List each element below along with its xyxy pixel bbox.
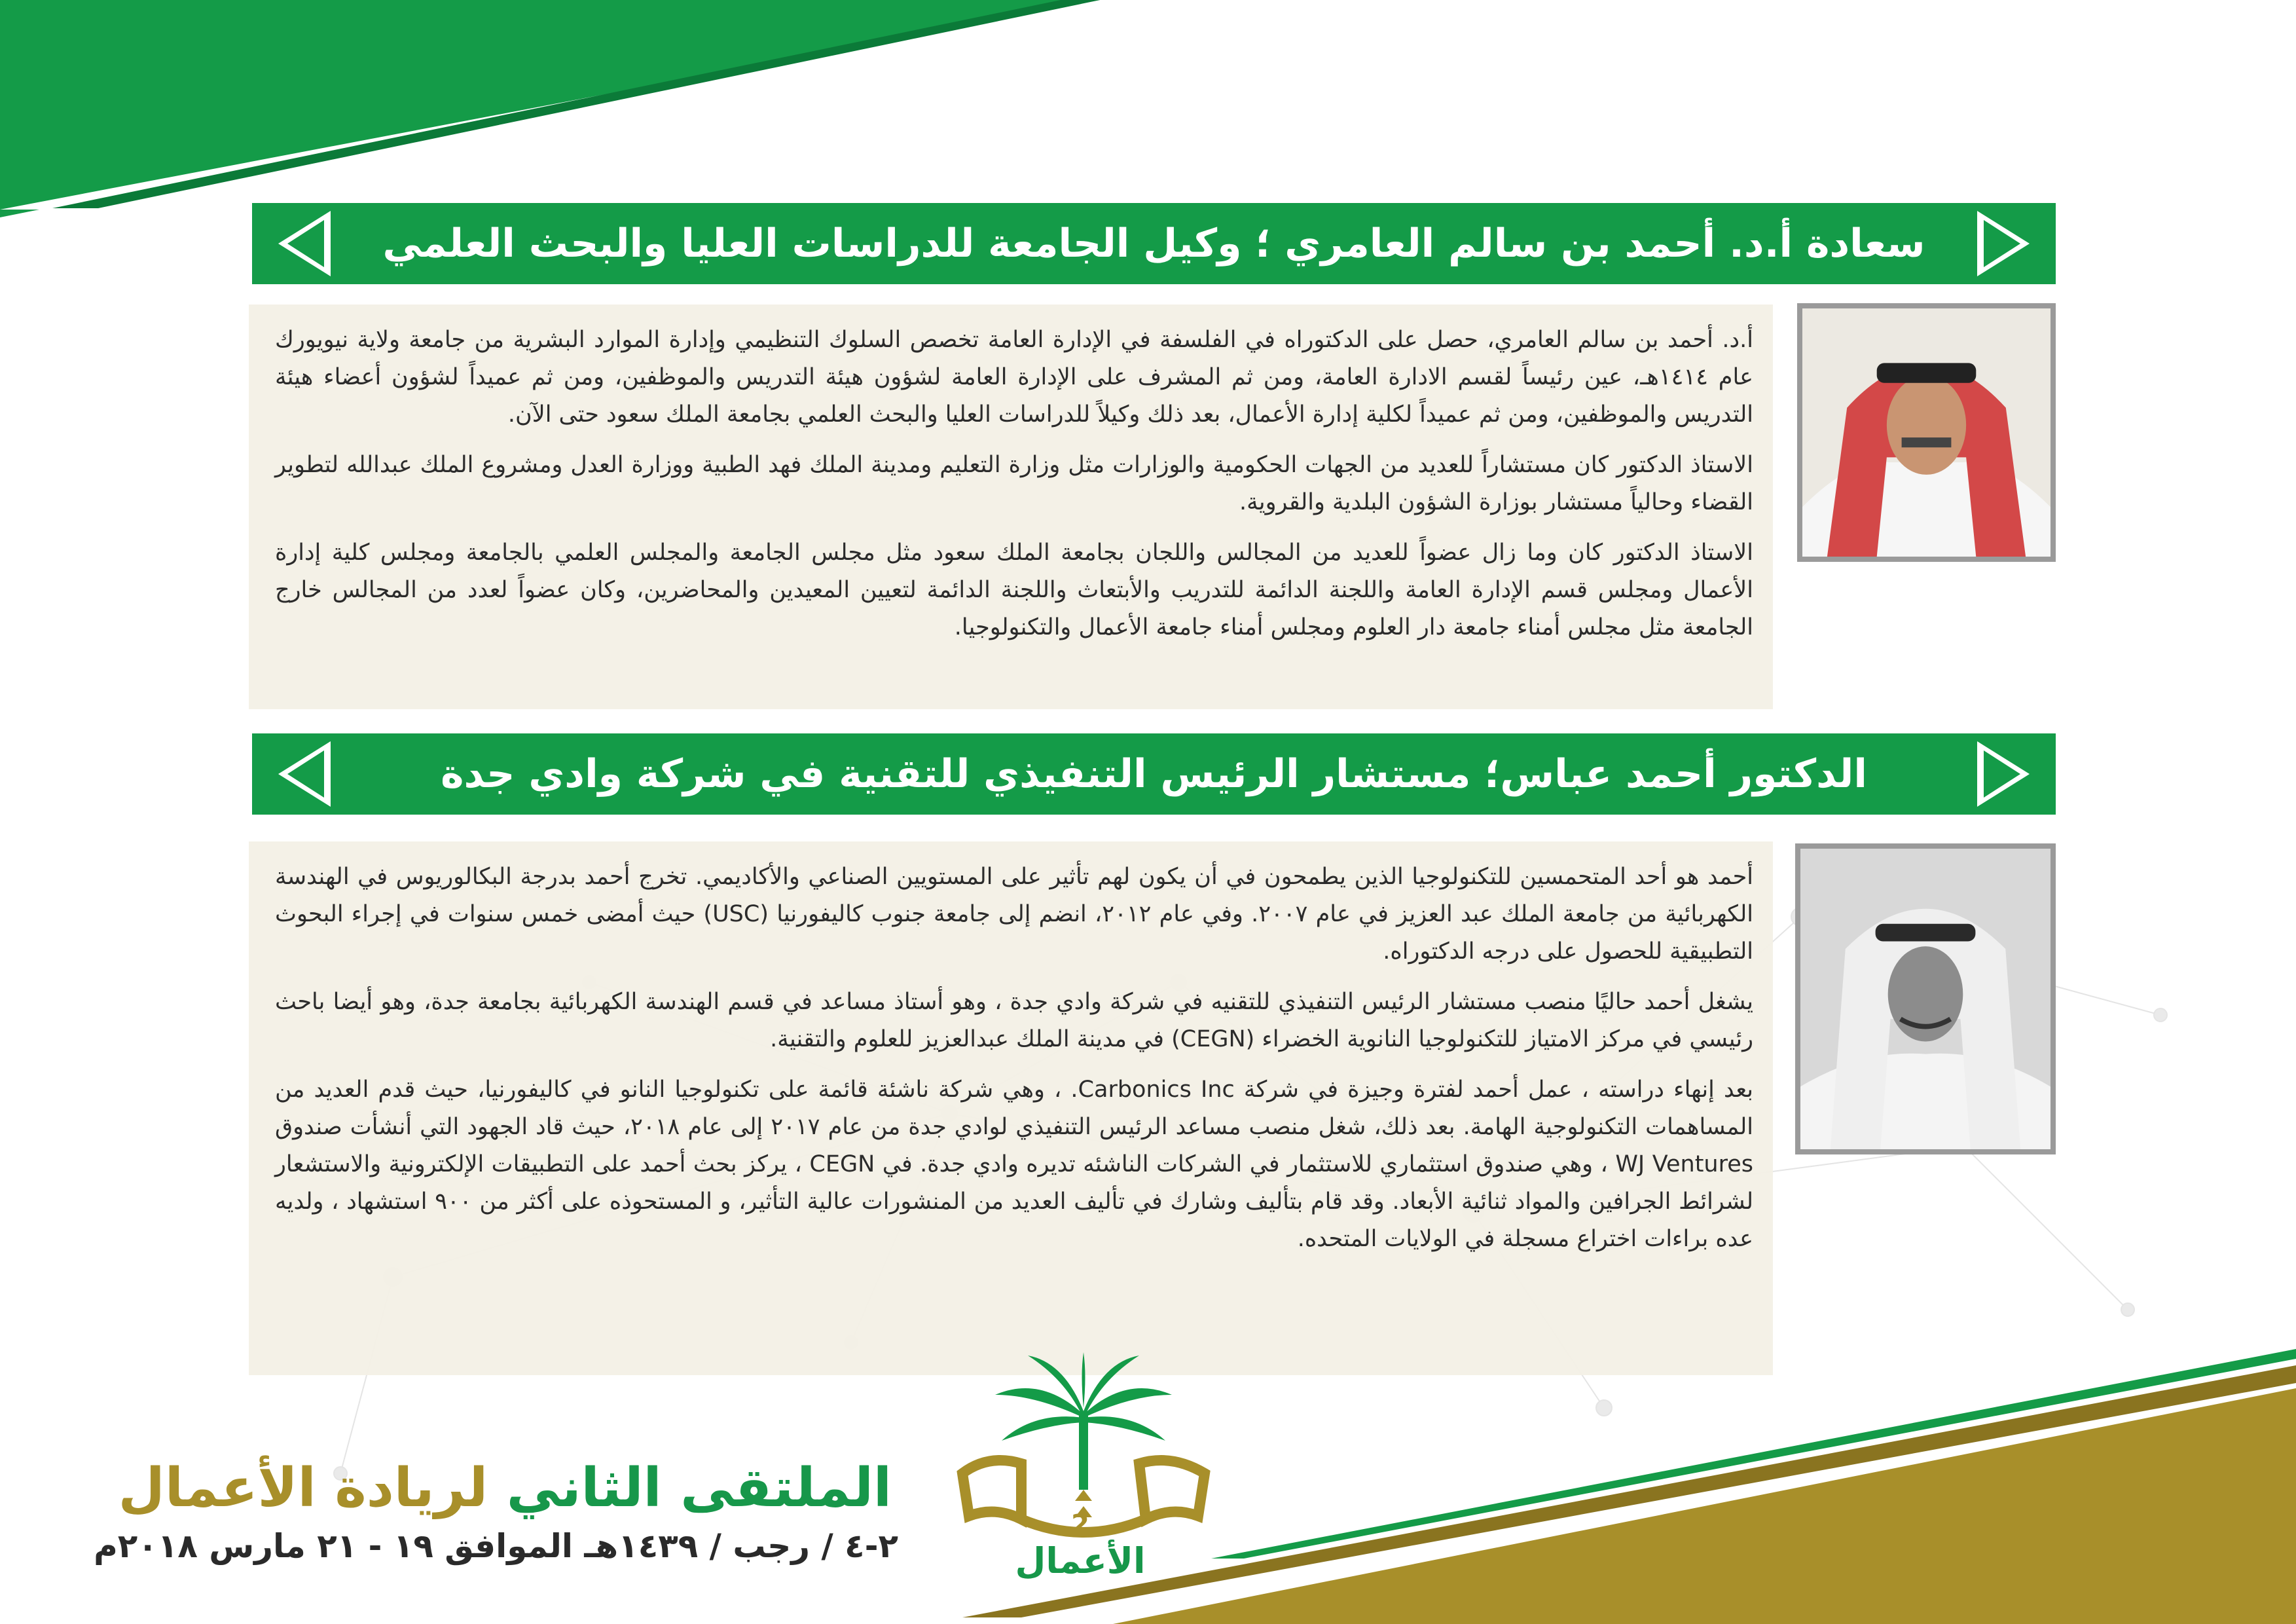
- event-title-main: الملتقى الثاني: [488, 1457, 892, 1519]
- section-2-bio: [249, 841, 1773, 1375]
- event-title: [118, 1457, 892, 1519]
- arrow-left-icon: [278, 741, 331, 807]
- bio-paragraph: يشغل أحمد حاليًا منصب مستشار الرئيس التنفيذي للتقنيه في شركة وادي جدة ، وهو أستاذ مساعد في قسم الهندسة الكهربائية بجامعة جدة، وهو أيضا باحث رئيسي في مركز الامتياز للتكنولوجيا النانوية الخضراء (CEGN) في مدينة الملك عبدالعزيز للعلوم والتقنية.: [275, 989, 1753, 1052]
- section-1-title: سعادة أ.د. أحمد بن سالم العامري ؛ وكيل الجامعة للدراسات العليا والبحث العلمي: [382, 221, 1925, 267]
- section-2-title: الدكتور أحمد عباس؛ مستشار الرئيس التنفيذي للتقنية في شركة وادي جدة: [441, 751, 1867, 797]
- section-1-bio: [249, 304, 1773, 709]
- portrait-photo: [1795, 843, 2056, 1154]
- bio-paragraph: أ.د. أحمد بن سالم العامري، حصل على الدكتوراه في الفلسفة في الإدارة العامة تخصص السلوك التنظيمي وإدارة الموارد البشرية من جامعة ولاية نيويورك عام ١٤١٤هـ، عين رئيساً لقسم الادارة العامة، ومن ثم المشرف على الإدارة العامة لشؤون هيئة التدريس والموظفين، ومن ثم عميداً لشؤون أعضاء هيئة التدريس والموظفين، ومن ثم عميداً لكلية إدارة الأعمال، بعد ذلك وكيلاً للدراسات العليا والبحث العلمي بجامعة الملك سعود حتى الآن.: [275, 327, 1753, 428]
- palm-logo-icon: [923, 1349, 1244, 1624]
- arrow-right-icon: [1977, 741, 2030, 807]
- section-1-banner: [252, 203, 2056, 284]
- logo-subtitle: الأعمال: [1015, 1540, 1146, 1581]
- section-2-banner: [252, 733, 2056, 815]
- arrow-right-icon: [1977, 211, 2030, 276]
- logo-edition-number: 2: [1071, 1509, 1089, 1540]
- arrow-left-icon: [278, 211, 331, 276]
- event-date: ٢-٤ / رجب / ١٤٣٩هـ الموافق ١٩ - ٢١ مارس ٢٠١٨م: [94, 1527, 898, 1565]
- bio-paragraph: أحمد هو أحد المتحمسين للتكنولوجيا الذين يطمحون في أن يكون لهم تأثير على المستويين الصناعي والأكاديمي. تخرج أحمد بدرجة البكالوريوس في الهندسة الكهربائية من جامعة الملك عبد العزيز في عام ٢٠٠٧. وفي عام ٢٠١٢، انضم إلى جامعة جنوب كاليفورنيا (USC) حيث أمضى خمس سنوات في إجراء البحوث التطبيقية للحصول على درجه الدكتوراه.: [275, 864, 1754, 965]
- top-left-stripes: [0, 0, 1100, 217]
- bio-paragraph: بعد إنهاء دراسته ، عمل أحمد لفترة وجيزة في شركة Carbonics Inc. ، وهي شركة ناشئة قائمة على تكنولوجيا النانو في كاليفورنيا، حيث قدم العديد من المساهمات التكنولوجية الهامة. بعد ذلك، شغل منصب مساعد الرئيس التنفيذي لوادي جدة من عام ٢٠١٧ إلى عام ٢٠١٨، حيث قاد الجهود التي أنشأت صندوق WJ Ventures ، وهي صندوق استثماري للاستثمار في الشركات الناشئه تديره وادي جدة. في CEGN ، يركز بحث أحمد على التطبيقات الإلكترونية والاستشعار لشرائط الجرافين والمواد ثنائية الأبعاد. وقد قام بتأليف وشارك في تأليف العديد من المنشورات عالية التأثير، و المستحوذه على أكثر من ٩٠٠ استشهاد ، ولديه عده براءات اختراع مسجلة في الولايات المتحده.: [275, 1077, 1753, 1252]
- bio-paragraph: الاستاذ الدكتور كان وما زال عضواً للعديد من المجالس واللجان بجامعة الملك سعود مثل مجلس الجامعة والمجلس العلمي بالجامعة ومجلس كلية إدارة الأعمال ومجلس قسم الإدارة العامة واللجنة الدائمة للتدريب والأبتعاث واللجنة الدائمة لتعيين المعيدين والمحاضرين، وكان عضواً لعدد من المجالس خارج الجامعة مثل مجلس أمناء جامعة دار العلوم ومجلس أمناء جامعة الأعمال والتكنولوجيا.: [275, 540, 1753, 640]
- bio-paragraph: الاستاذ الدكتور كان مستشاراً للعديد من الجهات الحكومية والوزارات مثل وزارة التعليم ومدينة الملك فهد الطبية ووزارة العدل ومشروع الملك عبدالله لتطوير القضاء وحالياً مستشار بوزارة الشؤون البلدية والقروية.: [275, 452, 1753, 515]
- event-title-accent: لريادة الأعمال: [118, 1457, 488, 1519]
- portrait-photo: [1797, 303, 2056, 562]
